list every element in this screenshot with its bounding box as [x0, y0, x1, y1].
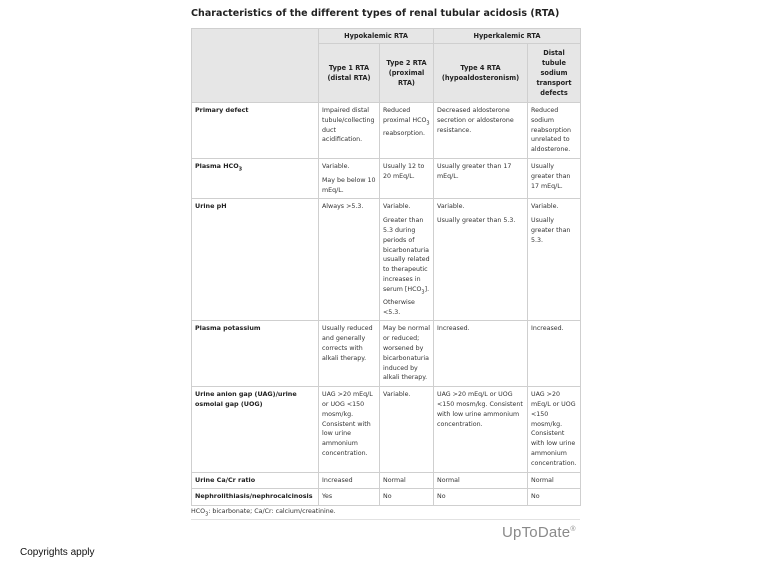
cell-text: Usually reduced and generally corrects with alkali therapy. — [322, 325, 373, 362]
table-header — [192, 29, 581, 103]
type-header: Type 1 RTA (distal RTA) — [319, 44, 380, 103]
header-corner — [192, 29, 319, 103]
footnote: $HCO_3$: bicarbonate; Ca/Cr: calcium/creatinine. — [191, 508, 336, 518]
cell-text: Variable. — [531, 203, 559, 211]
cell-text: Usually greater than 17 mEq/L. — [531, 162, 571, 190]
table-cell — [380, 489, 434, 506]
row-label: Urine pH — [192, 199, 319, 321]
row-label: Nephrolithiasis/nephrocalcinosis — [192, 489, 319, 506]
cell-text: Decreased aldosterone secretion or aldosterone resistance. — [437, 107, 514, 134]
group-hyperkalemic: Hyperkalemic RTA — [434, 29, 581, 44]
table-cell — [319, 472, 380, 489]
cell-text: No — [531, 493, 540, 501]
table-row — [192, 489, 581, 506]
table-cell — [380, 103, 434, 159]
type-header: Type 2 RTA (proximal RTA) — [380, 44, 434, 103]
cell-text: May be normal or reduced; worsened by bicarbonaturia induced by alkali therapy. — [383, 325, 430, 382]
cell-text: UAG >20 mEq/L or UOG <150 mosm/kg. Consistent with low urine ammonium concentration. — [322, 391, 373, 457]
table-cell — [528, 387, 581, 472]
table-row — [192, 158, 581, 198]
rta-table — [191, 28, 581, 506]
cell-text: No — [383, 493, 392, 501]
table-cell — [319, 158, 380, 198]
row-label: Plasma $HCO_3$ — [192, 158, 319, 198]
table-row — [192, 321, 581, 387]
table-cell — [528, 103, 581, 159]
table-title: Characteristics of the different types of renal tubular acidosis (RTA) — [191, 8, 560, 19]
table-cell — [434, 103, 528, 159]
cell-text: Normal — [531, 476, 554, 484]
cell-text: Greater than 5.3 during periods of bicarbonaturia usually related to therapeutic increases in serum $[HCO_3]$. Otherwise <5.3. — [383, 217, 430, 316]
table-cell — [434, 199, 528, 321]
cell-text: Usually 12 to 20 mEq/L. — [383, 162, 425, 180]
table-row — [192, 387, 581, 472]
table-cell — [380, 158, 434, 198]
table-cell — [380, 321, 434, 387]
brand-text: UpToDate — [502, 524, 571, 541]
cell-text: Reduced proximal $HCO_3$ reabsorption. — [383, 107, 430, 137]
table-body — [192, 103, 581, 506]
table-row — [192, 199, 581, 321]
table-row — [192, 103, 581, 159]
table-cell — [434, 387, 528, 472]
table-cell — [528, 489, 581, 506]
cell-text: Impaired distal tubule/collecting duct acidification. — [322, 107, 375, 144]
table-cell — [380, 199, 434, 321]
cell-text: Increased. — [437, 325, 470, 333]
cell-text: May be below 10 mEq/L. — [322, 176, 376, 194]
cell-text: Increased. — [531, 325, 564, 333]
cell-text: Reduced sodium reabsorption unrelated to aldosterone. — [531, 107, 571, 154]
table-cell — [434, 158, 528, 198]
table-cell — [528, 158, 581, 198]
table-cell — [319, 321, 380, 387]
table-cell — [528, 321, 581, 387]
cell-text: Normal — [383, 476, 406, 484]
divider — [191, 519, 580, 520]
cell-text: UAG >20 mEq/L or UOG <150 mosm/kg. Consistent with low urine ammonium concentration. — [437, 391, 523, 428]
group-hypokalemic: Hypokalemic RTA — [319, 29, 434, 44]
cell-text: Normal — [437, 476, 460, 484]
cell-text: Usually greater than 5.3. — [437, 217, 516, 225]
row-label: Plasma potassium — [192, 321, 319, 387]
cell-text: UAG >20 mEq/L or UOG <150 mosm/kg. Consistent with low urine ammonium concentration. — [531, 391, 577, 467]
row-label: Primary defect — [192, 103, 319, 159]
cell-text: Usually greater than 5.3. — [531, 217, 571, 244]
table-cell — [319, 199, 380, 321]
cell-text: Always >5.3. — [322, 203, 364, 211]
cell-text: Variable. — [322, 162, 350, 170]
table-cell — [380, 472, 434, 489]
table-cell — [528, 472, 581, 489]
table-row — [192, 472, 581, 489]
table-cell — [380, 387, 434, 472]
uptodate-logo — [502, 524, 576, 541]
table-cell — [434, 489, 528, 506]
type-header: Distal tubule sodium transport defects — [528, 44, 581, 103]
table-cell — [434, 321, 528, 387]
type-header: Type 4 RTA (hypoaldosteronism) — [434, 44, 528, 103]
table-cell — [434, 472, 528, 489]
cell-text: Variable. — [383, 391, 411, 399]
table-cell — [319, 489, 380, 506]
table-cell — [528, 199, 581, 321]
cell-text: No — [437, 493, 446, 501]
cell-text: Variable. — [437, 203, 465, 211]
cell-text: Yes — [322, 493, 333, 501]
table-cell — [319, 103, 380, 159]
cell-text: Increased — [322, 476, 353, 484]
cell-text: Usually greater than 17 mEq/L. — [437, 162, 512, 180]
copyright-text: Copyrights apply — [20, 547, 95, 558]
cell-text: Variable. — [383, 203, 411, 211]
row-label: Urine anion gap (UAG)/urine osmolal gap (UOG) — [192, 387, 319, 472]
table-cell — [319, 387, 380, 472]
brand-mark: ® — [570, 526, 576, 533]
row-label: Urine Ca/Cr ratio — [192, 472, 319, 489]
